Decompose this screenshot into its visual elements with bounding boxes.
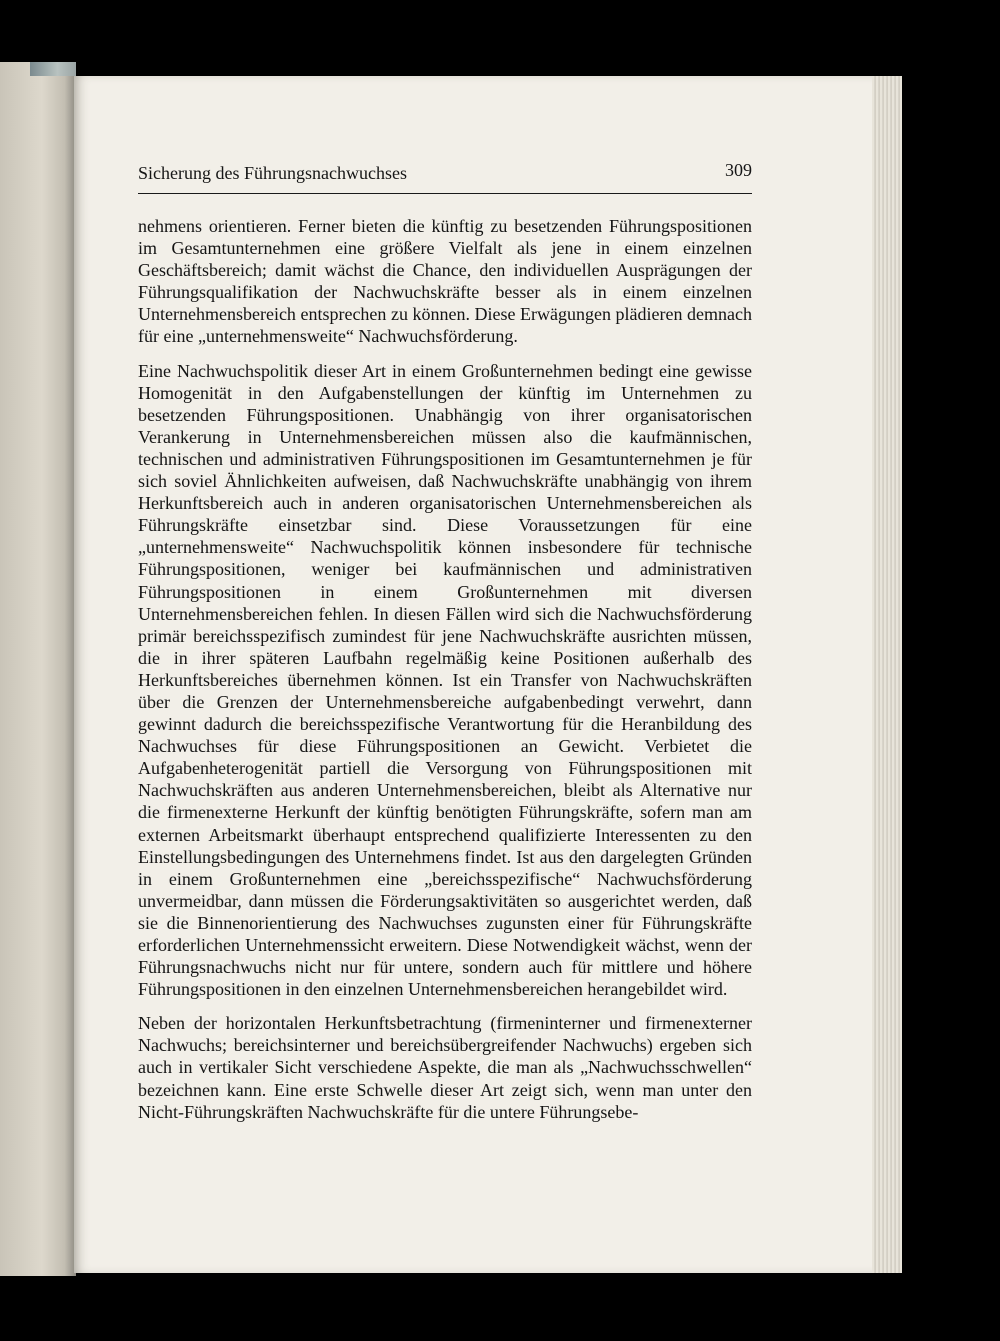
running-header-title: Sicherung des Führungsnachwuchses bbox=[138, 163, 407, 183]
body-text bbox=[138, 215, 752, 1135]
left-page-edge bbox=[0, 62, 76, 1276]
running-header bbox=[138, 160, 752, 194]
paragraph: nehmens orientieren. Ferner bieten die künftig zu besetzenden Führungspositionen im Gesamtunternehmen eine größere Vielfalt als jene in einem einzelnen Geschäftsbereich; damit wächst die Chance, den individuellen Ausprägungen der Führungsqualifikation der Nachwuchskräfte besser als in einem einzelnen Unternehmensbereich entsprechen zu können. Diese Erwägungen plädieren demnach für eine „unternehmensweite“ Nachwuchsförderung. bbox=[138, 216, 752, 347]
right-page-edges bbox=[872, 76, 902, 1273]
page-number: 309 bbox=[725, 160, 752, 180]
paragraph: Eine Nachwuchspolitik dieser Art in einem Großunternehmen bedingt eine gewisse Homogenität in den Aufgabenstellungen der künftig im Unternehmen zu besetzenden Führungspositionen. Unabhängig von ihrer organisatorischen Verankerung in Unternehmensbereichen müssen also die kaufmännischen, technischen und administrativen Führungspositionen im Gesamtunternehmen je für sich soviel Ähnlichkeiten aufweisen, daß Nachwuchskräfte unabhängig von ihrem Herkunftsbereich auch in anderen organisatorischen Unternehmensbereichen als Führungskräfte einsetzbar sind. Diese Voraussetzungen für eine „unternehmensweite“ Nachwuchspolitik können insbesondere für technische Führungspositionen, weniger bei kaufmännischen und administrativen Führungspositionen in einem Großunternehmen mit diversen Unternehmensbereichen fehlen. In diesen Fällen wird sich die Nachwuchsförderung primär bereichsspezifisch zumindest für jene Nachwuchskräfte ausrichten müssen, die in ihrer späteren Laufbahn regelmäßig keine Positionen außerhalb des Herkunftsbereiches übernehmen können. Ist ein Transfer von Nachwuchskräften über die Grenzen der Unternehmensbereiche aufgabenbedingt verwehrt, dann gewinnt dadurch die bereichsspezifische Verantwortung für die Heranbildung des Nachwuchses für diese Führungspositionen an Gewicht. Verbietet die Aufgabenheterogenität partiell die Versorgung von Führungspositionen mit Nachwuchskräften aus anderen Unternehmensbereichen, bleibt als Alternative nur die firmenexterne Herkunft der künftig benötigten Führungskräfte, sofern man am externen Arbeitsmarkt überhaupt entsprechend qualifizierte Interessenten zu den Einstellungsbedingungen des Unternehmens findet. Ist aus den dargelegten Gründen in einem Großunternehmen eine „bereichsspezifische“ Nachwuchsförderung unvermeidbar, dann müssen die Förderungsaktivitäten so ausgerichtet werden, daß sie die Binnenorientierung des Nachwuchses zugunsten einer für Führungskräfte erforderlichen Unternehmenssicht erweitern. Diese Notwendigkeit wächst, wenn der Führungsnachwuchs nicht nur für untere, sondern auch für mittlere und höhere Führungspositionen in den einzelnen Unternehmensbereichen herangebildet wird. bbox=[138, 360, 752, 1000]
paragraph: Neben der horizontalen Herkunftsbetrachtung (firmeninterner und firmenexterner Nachwuchs; bereichsinterner und bereichsübergreifender Nachwuchs) ergeben sich auch in vertikaler Sicht verschiedene Aspekte, die man als „Nachwuchsschwellen“ bezeichnen kann. Eine erste Schwelle dieser Art zeigt sich, wenn man unter den Nicht-Führungskräften Nachwuchskräfte für die untere Führungsebe- bbox=[138, 1013, 752, 1122]
